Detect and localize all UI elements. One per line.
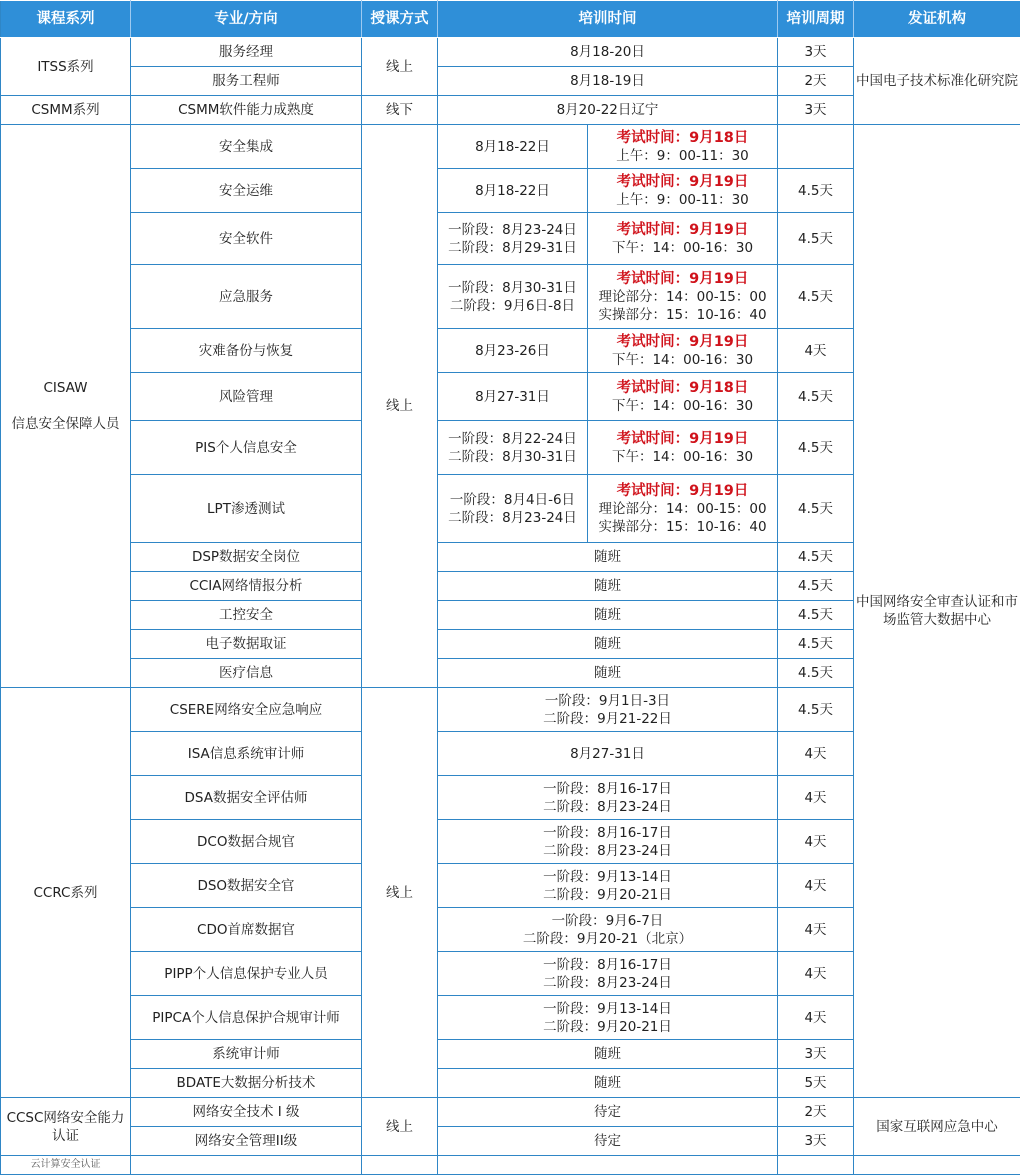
major-cell: 安全集成 [131, 125, 362, 169]
header-major: 专业/方向 [131, 1, 362, 38]
time-cell: 待定 [438, 1098, 778, 1127]
header-mode: 授课方式 [362, 1, 438, 38]
time-cell: 随班 [438, 630, 778, 659]
exam-title: 考试时间：9月19日 [590, 430, 775, 448]
exam-cell [588, 213, 778, 265]
major-cell: PIPP个人信息保护专业人员 [131, 952, 362, 996]
exam-title: 考试时间：9月18日 [590, 379, 775, 397]
series-cell: CCSC网络安全能力认证 [1, 1098, 131, 1156]
duration-cell: 4.5天 [778, 543, 854, 572]
major-cell: DSP数据安全岗位 [131, 543, 362, 572]
table-row [1, 1098, 1020, 1127]
major-cell: 灾难备份与恢复 [131, 329, 362, 373]
time-cell: 随班 [438, 659, 778, 688]
time-cell: 一阶段：8月23-24日 二阶段：8月29-31日 [438, 213, 588, 265]
exam-cell [588, 265, 778, 329]
exam-title: 考试时间：9月19日 [590, 173, 775, 191]
duration-cell: 4天 [778, 776, 854, 820]
time-cell: 8月18-22日 [438, 125, 588, 169]
duration-cell: 4.5天 [778, 601, 854, 630]
exam-title: 考试时间：9月19日 [590, 333, 775, 351]
duration-cell: 4.5天 [778, 659, 854, 688]
exam-detail: 下午：14：00-16：30 [590, 239, 775, 257]
major-cell: 网络安全管理II级 [131, 1127, 362, 1156]
series-desc: 信息安全保障人员 [3, 415, 128, 433]
time-cell: 一阶段：9月6-7日 二阶段：9月20-21（北京） [438, 908, 778, 952]
duration-cell: 3天 [778, 96, 854, 125]
major-cell: ISA信息系统审计师 [131, 732, 362, 776]
duration-cell: 4.5天 [778, 213, 854, 265]
major-cell: LPT渗透测试 [131, 475, 362, 543]
time-cell: 一阶段：8月4日-6日 二阶段：8月23-24日 [438, 475, 588, 543]
time-cell: 一阶段：8月16-17日 二阶段：8月23-24日 [438, 952, 778, 996]
series-cell: ITSS系列 [1, 38, 131, 96]
duration-cell: 3天 [778, 1040, 854, 1069]
mode-cell: 线上 [362, 688, 438, 1098]
issuer-cell: 中国电子技术标准化研究院 [854, 38, 1020, 125]
time-cell: 待定 [438, 1127, 778, 1156]
duration-cell: 4.5天 [778, 688, 854, 732]
time-cell: 一阶段：8月16-17日 二阶段：8月23-24日 [438, 776, 778, 820]
major-cell: BDATE大数据分析技术 [131, 1069, 362, 1098]
exam-detail: 理论部分：14：00-15：00 [590, 288, 775, 306]
series-cell: CSMM系列 [1, 96, 131, 125]
exam-title: 考试时间：9月18日 [590, 129, 775, 147]
issuer-cell: 中国网络安全审查认证和市场监管大数据中心 [854, 125, 1020, 1098]
major-cell: CSERE网络安全应急响应 [131, 688, 362, 732]
duration-cell: 4.5天 [778, 421, 854, 475]
time-cell: 随班 [438, 543, 778, 572]
exam-title: 考试时间：9月19日 [590, 221, 775, 239]
time-cell: 随班 [438, 572, 778, 601]
exam-title: 考试时间：9月19日 [590, 270, 775, 288]
exam-cell [588, 421, 778, 475]
major-cell: DSO数据安全官 [131, 864, 362, 908]
duration-cell: 4.5天 [778, 572, 854, 601]
duration-cell: 4.5天 [778, 475, 854, 543]
duration-cell [778, 125, 854, 169]
duration-cell: 4天 [778, 952, 854, 996]
major-cell: PIPCA个人信息保护合规审计师 [131, 996, 362, 1040]
major-cell: 服务经理 [131, 38, 362, 67]
duration-cell: 4天 [778, 864, 854, 908]
exam-detail: 上午：9：00-11：30 [590, 191, 775, 209]
exam-detail: 实操部分：15：10-16：40 [590, 306, 775, 324]
time-cell: 一阶段：9月13-14日 二阶段：9月20-21日 [438, 864, 778, 908]
time-cell: 8月18-19日 [438, 67, 778, 96]
exam-detail: 实操部分：15：10-16：40 [590, 518, 775, 536]
series-cell: 云计算安全认证 [1, 1156, 131, 1175]
table-row [1, 125, 1020, 169]
major-cell: 系统审计师 [131, 1040, 362, 1069]
major-cell: CCIA网络情报分析 [131, 572, 362, 601]
exam-cell [588, 373, 778, 421]
time-cell: 随班 [438, 1040, 778, 1069]
exam-cell [588, 329, 778, 373]
header-issuer: 发证机构 [854, 1, 1020, 38]
major-cell: CDO首席数据官 [131, 908, 362, 952]
major-cell: 服务工程师 [131, 67, 362, 96]
major-cell: DSA数据安全评估师 [131, 776, 362, 820]
major-cell: DCO数据合规官 [131, 820, 362, 864]
mode-cell: 线上 [362, 38, 438, 96]
exam-detail: 下午：14：00-16：30 [590, 351, 775, 369]
exam-cell [588, 125, 778, 169]
issuer-cell: 国家互联网应急中心 [854, 1098, 1020, 1156]
time-cell: 8月27-31日 [438, 732, 778, 776]
time-cell: 8月23-26日 [438, 329, 588, 373]
major-cell: 网络安全技术 I 级 [131, 1098, 362, 1127]
header-series: 课程系列 [1, 1, 131, 38]
major-cell: 工控安全 [131, 601, 362, 630]
time-cell: 一阶段：9月13-14日 二阶段：9月20-21日 [438, 996, 778, 1040]
time-cell: 一阶段：8月30-31日 二阶段：9月6日-8日 [438, 265, 588, 329]
series-cell: CCRC系列 [1, 688, 131, 1098]
duration-cell: 5天 [778, 1069, 854, 1098]
series-cell [1, 125, 131, 688]
exam-detail: 下午：14：00-16：30 [590, 397, 775, 415]
time-cell: 8月18-22日 [438, 169, 588, 213]
major-cell: CSMM软件能力成熟度 [131, 96, 362, 125]
major-cell: 医疗信息 [131, 659, 362, 688]
header-row [1, 1, 1020, 38]
time-cell: 8月20-22日辽宁 [438, 96, 778, 125]
time-cell: 8月27-31日 [438, 373, 588, 421]
duration-cell: 4天 [778, 996, 854, 1040]
time-cell: 随班 [438, 601, 778, 630]
exam-detail: 上午：9：00-11：30 [590, 147, 775, 165]
duration-cell: 4.5天 [778, 630, 854, 659]
time-cell: 一阶段：8月22-24日 二阶段：8月30-31日 [438, 421, 588, 475]
table-row [1, 38, 1020, 67]
series-code: CISAW [3, 379, 128, 397]
duration-cell: 4天 [778, 908, 854, 952]
exam-cell [588, 475, 778, 543]
major-cell: 安全软件 [131, 213, 362, 265]
duration-cell: 4天 [778, 329, 854, 373]
duration-cell: 2天 [778, 1098, 854, 1127]
major-cell: PIS个人信息安全 [131, 421, 362, 475]
duration-cell: 4天 [778, 732, 854, 776]
major-cell: 电子数据取证 [131, 630, 362, 659]
duration-cell: 3天 [778, 1127, 854, 1156]
major-cell: 应急服务 [131, 265, 362, 329]
duration-cell: 4天 [778, 820, 854, 864]
duration-cell: 4.5天 [778, 169, 854, 213]
duration-cell: 4.5天 [778, 373, 854, 421]
major-cell: 安全运维 [131, 169, 362, 213]
duration-cell: 4.5天 [778, 265, 854, 329]
exam-detail: 下午：14：00-16：30 [590, 448, 775, 466]
exam-title: 考试时间：9月19日 [590, 482, 775, 500]
exam-detail: 理论部分：14：00-15：00 [590, 500, 775, 518]
time-cell: 一阶段：9月1日-3日 二阶段：9月21-22日 [438, 688, 778, 732]
exam-cell [588, 169, 778, 213]
duration-cell: 3天 [778, 38, 854, 67]
mode-cell: 线上 [362, 1098, 438, 1156]
major-cell: 风险管理 [131, 373, 362, 421]
mode-cell: 线上 [362, 125, 438, 688]
time-cell: 一阶段：8月16-17日 二阶段：8月23-24日 [438, 820, 778, 864]
time-cell: 8月18-20日 [438, 38, 778, 67]
mode-cell: 线下 [362, 96, 438, 125]
table-row-cut-off [1, 1156, 1020, 1175]
duration-cell: 2天 [778, 67, 854, 96]
header-duration: 培训周期 [778, 1, 854, 38]
header-time: 培训时间 [438, 1, 778, 38]
time-cell: 随班 [438, 1069, 778, 1098]
